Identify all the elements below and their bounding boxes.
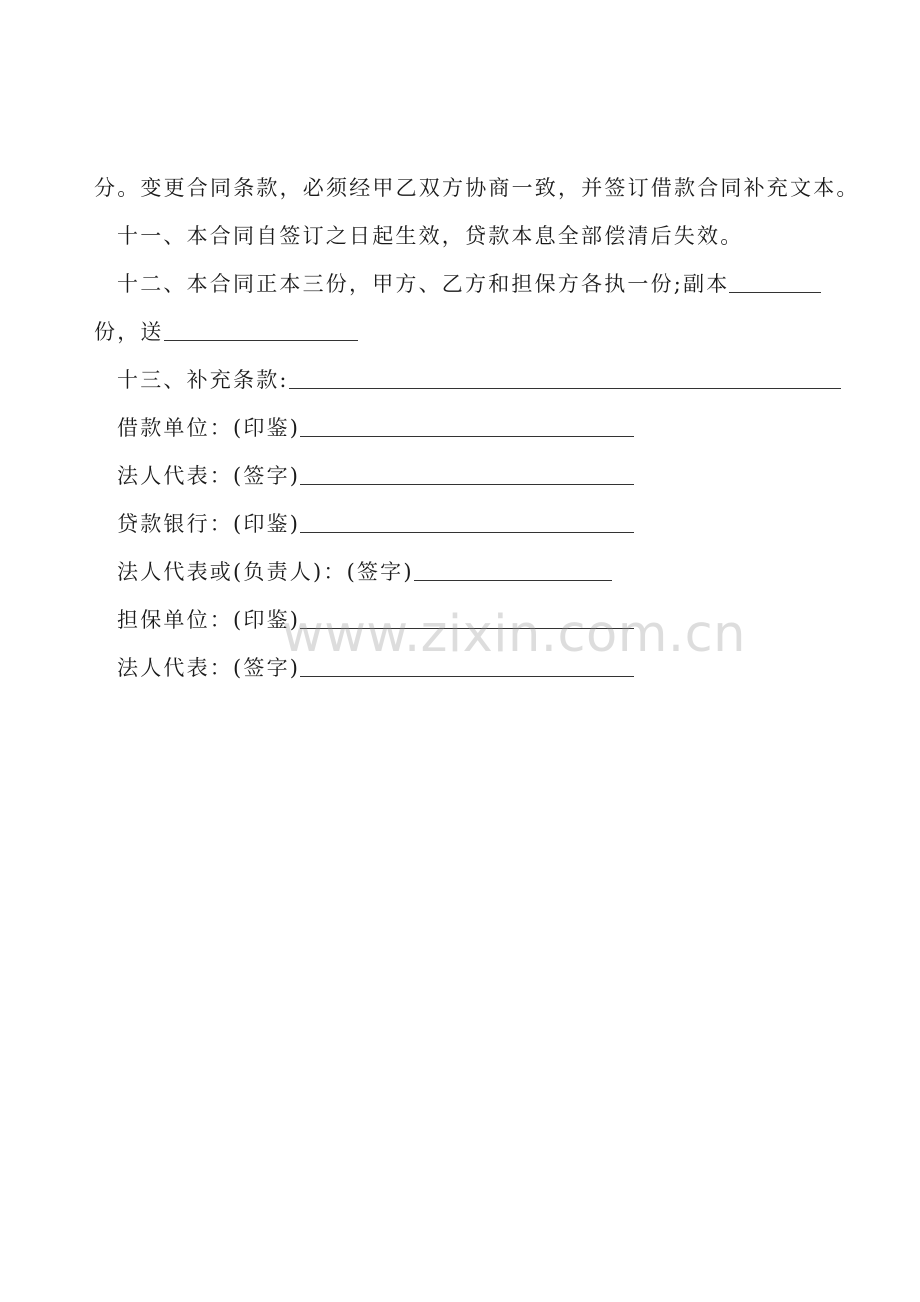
clause-ten-continuation [94,171,860,205]
line-text: 法人代表或(负责人)：(签字) [117,560,414,584]
line-text: 贷款银行：(印鉴) [117,512,301,536]
line-text: 担保单位：(印鉴) [117,608,301,632]
borrower-seal-blank [300,416,634,437]
line-text: 十三、补充条款: [117,368,289,392]
watermark: www.zixin.com.cn [282,605,746,664]
borrower-representative-line [117,459,634,493]
lender-representative-line [117,555,612,589]
lender-signature-blank [414,560,612,581]
copies-blank [729,272,821,293]
lender-seal-blank [300,512,634,533]
line-text: 法人代表：(签字) [117,464,301,488]
clause-twelve-continuation [94,315,358,349]
clause-eleven [117,219,743,253]
line-text: 借款单位：(印鉴) [117,416,301,440]
borrower-seal-line [117,411,634,445]
line-text: 十二、本合同正本三份，甲方、乙方和担保方各执一份;副本 [117,272,730,296]
line-text: 分。变更合同条款，必须经甲乙双方协商一致，并签订借款合同补充文本。 [94,176,860,200]
line-text: 份，送 [94,320,164,344]
clause-thirteen [117,363,841,397]
borrower-signature-blank [300,464,634,485]
lender-seal-line [117,507,634,541]
line-text: 十一、本合同自签订之日起生效，贷款本息全部偿清后失效。 [117,224,744,248]
recipient-blank [164,320,358,341]
clause-twelve [117,267,821,301]
supplementary-clause-blank [289,368,841,389]
line-text: 法人代表：(签字) [117,656,301,680]
